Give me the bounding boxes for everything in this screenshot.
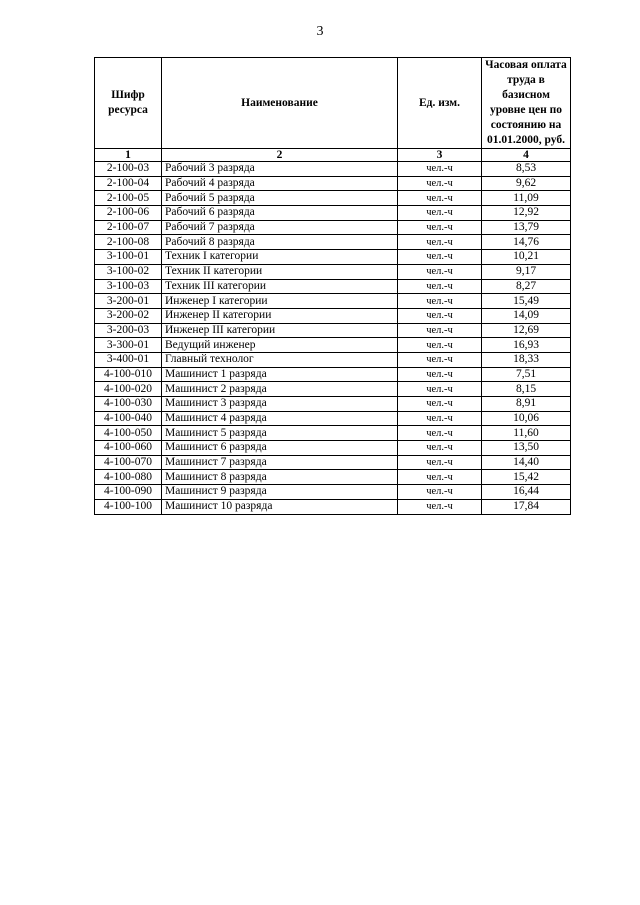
table-row (95, 352, 571, 367)
hourly-rate-cell: 15,49 (482, 294, 571, 309)
resource-code-cell: 3-200-02 (95, 308, 162, 323)
column-number: 4 (482, 149, 571, 162)
unit-cell: чел.-ч (398, 206, 482, 221)
resource-code-cell: 4-100-040 (95, 411, 162, 426)
resource-code-cell: 4-100-070 (95, 455, 162, 470)
labor-rates-table (94, 57, 571, 515)
resource-code-cell: 4-100-020 (95, 382, 162, 397)
header-name: Наименование (162, 58, 398, 149)
resource-code-cell: 4-100-080 (95, 470, 162, 485)
name-cell: Рабочий 5 разряда (162, 191, 398, 206)
table-row (95, 162, 571, 177)
column-number-row (95, 149, 571, 162)
table-row (95, 250, 571, 265)
name-cell: Машинист 3 разряда (162, 397, 398, 412)
unit-cell: чел.-ч (398, 191, 482, 206)
column-number: 1 (95, 149, 162, 162)
hourly-rate-cell: 16,93 (482, 338, 571, 353)
table-header-row (95, 58, 571, 149)
resource-code-cell: 3-200-03 (95, 323, 162, 338)
hourly-rate-cell: 18,33 (482, 352, 571, 367)
column-number: 2 (162, 149, 398, 162)
hourly-rate-cell: 8,15 (482, 382, 571, 397)
table-row (95, 470, 571, 485)
hourly-rate-cell: 12,92 (482, 206, 571, 221)
hourly-rate-cell: 14,40 (482, 455, 571, 470)
hourly-rate-cell: 13,50 (482, 441, 571, 456)
unit-cell: чел.-ч (398, 220, 482, 235)
name-cell: Машинист 10 разряда (162, 499, 398, 514)
name-cell: Инженер I категории (162, 294, 398, 309)
resource-code-cell: 3-100-02 (95, 264, 162, 279)
resource-code-cell: 2-100-07 (95, 220, 162, 235)
name-cell: Техник II категории (162, 264, 398, 279)
header-hourly-rate: Часовая оплата труда в базисном уровне цен по состоянию на 01.01.2000, руб. (482, 58, 571, 149)
resource-code-cell: 3-300-01 (95, 338, 162, 353)
table-row (95, 499, 571, 514)
name-cell: Машинист 2 разряда (162, 382, 398, 397)
unit-cell: чел.-ч (398, 250, 482, 265)
table-row (95, 264, 571, 279)
resource-code-cell: 4-100-030 (95, 397, 162, 412)
table-row (95, 382, 571, 397)
name-cell: Рабочий 4 разряда (162, 176, 398, 191)
name-cell: Машинист 4 разряда (162, 411, 398, 426)
unit-cell: чел.-ч (398, 397, 482, 412)
unit-cell: чел.-ч (398, 323, 482, 338)
name-cell: Машинист 8 разряда (162, 470, 398, 485)
resource-code-cell: 2-100-08 (95, 235, 162, 250)
name-cell: Техник III категории (162, 279, 398, 294)
unit-cell: чел.-ч (398, 411, 482, 426)
unit-cell: чел.-ч (398, 352, 482, 367)
name-cell: Машинист 7 разряда (162, 455, 398, 470)
table-row (95, 367, 571, 382)
name-cell: Машинист 9 разряда (162, 485, 398, 500)
table-row (95, 220, 571, 235)
name-cell: Рабочий 3 разряда (162, 162, 398, 177)
name-cell: Инженер III категории (162, 323, 398, 338)
table-row (95, 191, 571, 206)
unit-cell: чел.-ч (398, 294, 482, 309)
unit-cell: чел.-ч (398, 176, 482, 191)
table-row (95, 235, 571, 250)
name-cell: Рабочий 6 разряда (162, 206, 398, 221)
resource-code-cell: 3-100-01 (95, 250, 162, 265)
column-number: 3 (398, 149, 482, 162)
unit-cell: чел.-ч (398, 441, 482, 456)
unit-cell: чел.-ч (398, 485, 482, 500)
name-cell: Рабочий 8 разряда (162, 235, 398, 250)
unit-cell: чел.-ч (398, 338, 482, 353)
resource-code-cell: 2-100-05 (95, 191, 162, 206)
name-cell: Машинист 5 разряда (162, 426, 398, 441)
table-row (95, 426, 571, 441)
hourly-rate-cell: 13,79 (482, 220, 571, 235)
table-row (95, 206, 571, 221)
resource-code-cell: 3-200-01 (95, 294, 162, 309)
hourly-rate-cell: 8,91 (482, 397, 571, 412)
name-cell: Машинист 1 разряда (162, 367, 398, 382)
unit-cell: чел.-ч (398, 235, 482, 250)
table-row (95, 455, 571, 470)
table-row (95, 308, 571, 323)
unit-cell: чел.-ч (398, 470, 482, 485)
header-unit: Ед. изм. (398, 58, 482, 149)
hourly-rate-cell: 15,42 (482, 470, 571, 485)
unit-cell: чел.-ч (398, 162, 482, 177)
table-row (95, 176, 571, 191)
hourly-rate-cell: 9,62 (482, 176, 571, 191)
hourly-rate-cell: 11,09 (482, 191, 571, 206)
resource-code-cell: 4-100-060 (95, 441, 162, 456)
hourly-rate-cell: 11,60 (482, 426, 571, 441)
hourly-rate-cell: 14,76 (482, 235, 571, 250)
unit-cell: чел.-ч (398, 426, 482, 441)
unit-cell: чел.-ч (398, 367, 482, 382)
name-cell: Машинист 6 разряда (162, 441, 398, 456)
resource-code-cell: 4-100-050 (95, 426, 162, 441)
unit-cell: чел.-ч (398, 308, 482, 323)
page-number: 3 (316, 24, 324, 39)
table-row (95, 323, 571, 338)
resource-code-cell: 2-100-06 (95, 206, 162, 221)
resource-code-cell: 4-100-100 (95, 499, 162, 514)
name-cell: Техник I категории (162, 250, 398, 265)
hourly-rate-cell: 10,06 (482, 411, 571, 426)
unit-cell: чел.-ч (398, 455, 482, 470)
hourly-rate-cell: 8,27 (482, 279, 571, 294)
hourly-rate-cell: 16,44 (482, 485, 571, 500)
resource-code-cell: 2-100-03 (95, 162, 162, 177)
name-cell: Главный технолог (162, 352, 398, 367)
table-row (95, 338, 571, 353)
unit-cell: чел.-ч (398, 382, 482, 397)
table-row (95, 441, 571, 456)
resource-code-cell: 3-100-03 (95, 279, 162, 294)
resource-code-cell: 2-100-04 (95, 176, 162, 191)
unit-cell: чел.-ч (398, 279, 482, 294)
name-cell: Ведущий инженер (162, 338, 398, 353)
hourly-rate-cell: 8,53 (482, 162, 571, 177)
hourly-rate-cell: 17,84 (482, 499, 571, 514)
table-row (95, 279, 571, 294)
hourly-rate-cell: 7,51 (482, 367, 571, 382)
unit-cell: чел.-ч (398, 264, 482, 279)
name-cell: Рабочий 7 разряда (162, 220, 398, 235)
table-row (95, 411, 571, 426)
header-resource-code: Шифр ресурса (95, 58, 162, 149)
hourly-rate-cell: 14,09 (482, 308, 571, 323)
resource-code-cell: 4-100-010 (95, 367, 162, 382)
hourly-rate-cell: 9,17 (482, 264, 571, 279)
table-row (95, 485, 571, 500)
hourly-rate-cell: 12,69 (482, 323, 571, 338)
resource-code-cell: 4-100-090 (95, 485, 162, 500)
unit-cell: чел.-ч (398, 499, 482, 514)
resource-code-cell: 3-400-01 (95, 352, 162, 367)
table-row (95, 397, 571, 412)
table-row (95, 294, 571, 309)
hourly-rate-cell: 10,21 (482, 250, 571, 265)
name-cell: Инженер II категории (162, 308, 398, 323)
